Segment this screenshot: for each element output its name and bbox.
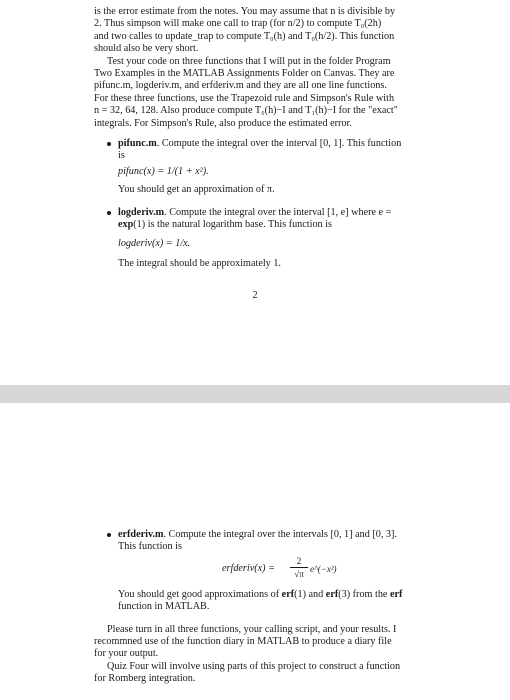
quiz-line: Quiz Four will involve using parts of this project to construct a function bbox=[107, 660, 401, 672]
turnin-line: Please turn in all three functions, your calling script, and your results. I bbox=[107, 623, 397, 635]
turnin-line: recommned use of the function diary in MATLAB to produce a diary file bbox=[94, 636, 392, 648]
erfderiv-equation: erfderiv(x) = 2 √π e^(−x²) bbox=[222, 555, 337, 579]
document-page-2 bbox=[0, 403, 510, 700]
logderiv-desc: logderiv.m. Compute the integral over the interval [1, e] where e = bbox=[118, 206, 392, 218]
page1-body bbox=[94, 6, 428, 270]
logderiv-equation: logderiv(x) = 1/x. bbox=[118, 237, 191, 249]
logderiv-desc-cont: exp(1) is the natural logarithm base. This function is bbox=[118, 219, 332, 231]
intro-line: is the error estimate from the notes. You may assume that n is divisible by bbox=[94, 6, 396, 17]
pifunc-desc: pifunc.m. Compute the integral over the interval [0, 1]. This function bbox=[118, 138, 402, 150]
quiz-line: for Romberg integration. bbox=[94, 673, 196, 685]
bullet-pifunc bbox=[94, 138, 428, 197]
test-line: integrals. For Simpson's Rule, also produce the estimated error. bbox=[94, 117, 352, 129]
pifunc-equation: pifunc(x) = 1/(1 + x²). bbox=[118, 165, 209, 177]
erfderiv-name: erfderiv.m bbox=[118, 529, 164, 540]
bullet-logderiv bbox=[94, 207, 428, 271]
bullet-erfderiv bbox=[94, 529, 428, 614]
bullet-dot bbox=[107, 142, 111, 146]
page2-body bbox=[94, 529, 428, 686]
test-line: pifunc.m, logderiv.m, and erfderiv.m and they are all one line functions. bbox=[94, 80, 387, 92]
pifunc-note: You should get an approximation of π. bbox=[118, 184, 275, 196]
bullet-dot bbox=[107, 533, 111, 537]
bullet-dot bbox=[107, 211, 111, 215]
pifunc-name: pifunc.m bbox=[118, 138, 157, 150]
logderiv-name: logderiv.m bbox=[118, 206, 165, 218]
page-separator bbox=[0, 385, 510, 403]
intro-line: should also be very short. bbox=[94, 43, 199, 55]
fraction-bar bbox=[290, 567, 308, 568]
logderiv-note: The integral should be approximately 1. bbox=[118, 257, 281, 269]
intro-line: 2. Thus simpson will make one call to trap (for n/2) to compute T₀(2h) bbox=[94, 18, 382, 30]
test-line: Test your code on three functions that I will put in the folder Program bbox=[107, 55, 391, 67]
erfderiv-note-cont: function in MATLAB. bbox=[118, 601, 210, 613]
erfderiv-note: You should get good approximations of erf(1) and erf(3) from the erf bbox=[118, 588, 403, 600]
erfderiv-desc: erfderiv.m. Compute the integral over the intervals [0, 1] and [0, 3]. bbox=[118, 529, 397, 540]
pifunc-desc-cont: is bbox=[118, 150, 125, 162]
erfderiv-desc-cont: This function is bbox=[118, 541, 182, 553]
intro-line: and two calles to update_trap to compute T₀(h) and T₀(h/2). This function bbox=[94, 30, 395, 42]
turnin-line: for your output. bbox=[94, 648, 159, 660]
test-line: Two Examples in the MATLAB Assignments Folder on Canvas. They are bbox=[94, 68, 395, 80]
test-line: For these three functions, use the Trapezoid rule and Simpson's Rule with bbox=[94, 92, 395, 104]
test-line: n = 32, 64, 128. Also produce compute T₀(h)−I and T₁(h)−I for the "exact" bbox=[94, 105, 398, 117]
page-number: 2 bbox=[252, 290, 258, 301]
